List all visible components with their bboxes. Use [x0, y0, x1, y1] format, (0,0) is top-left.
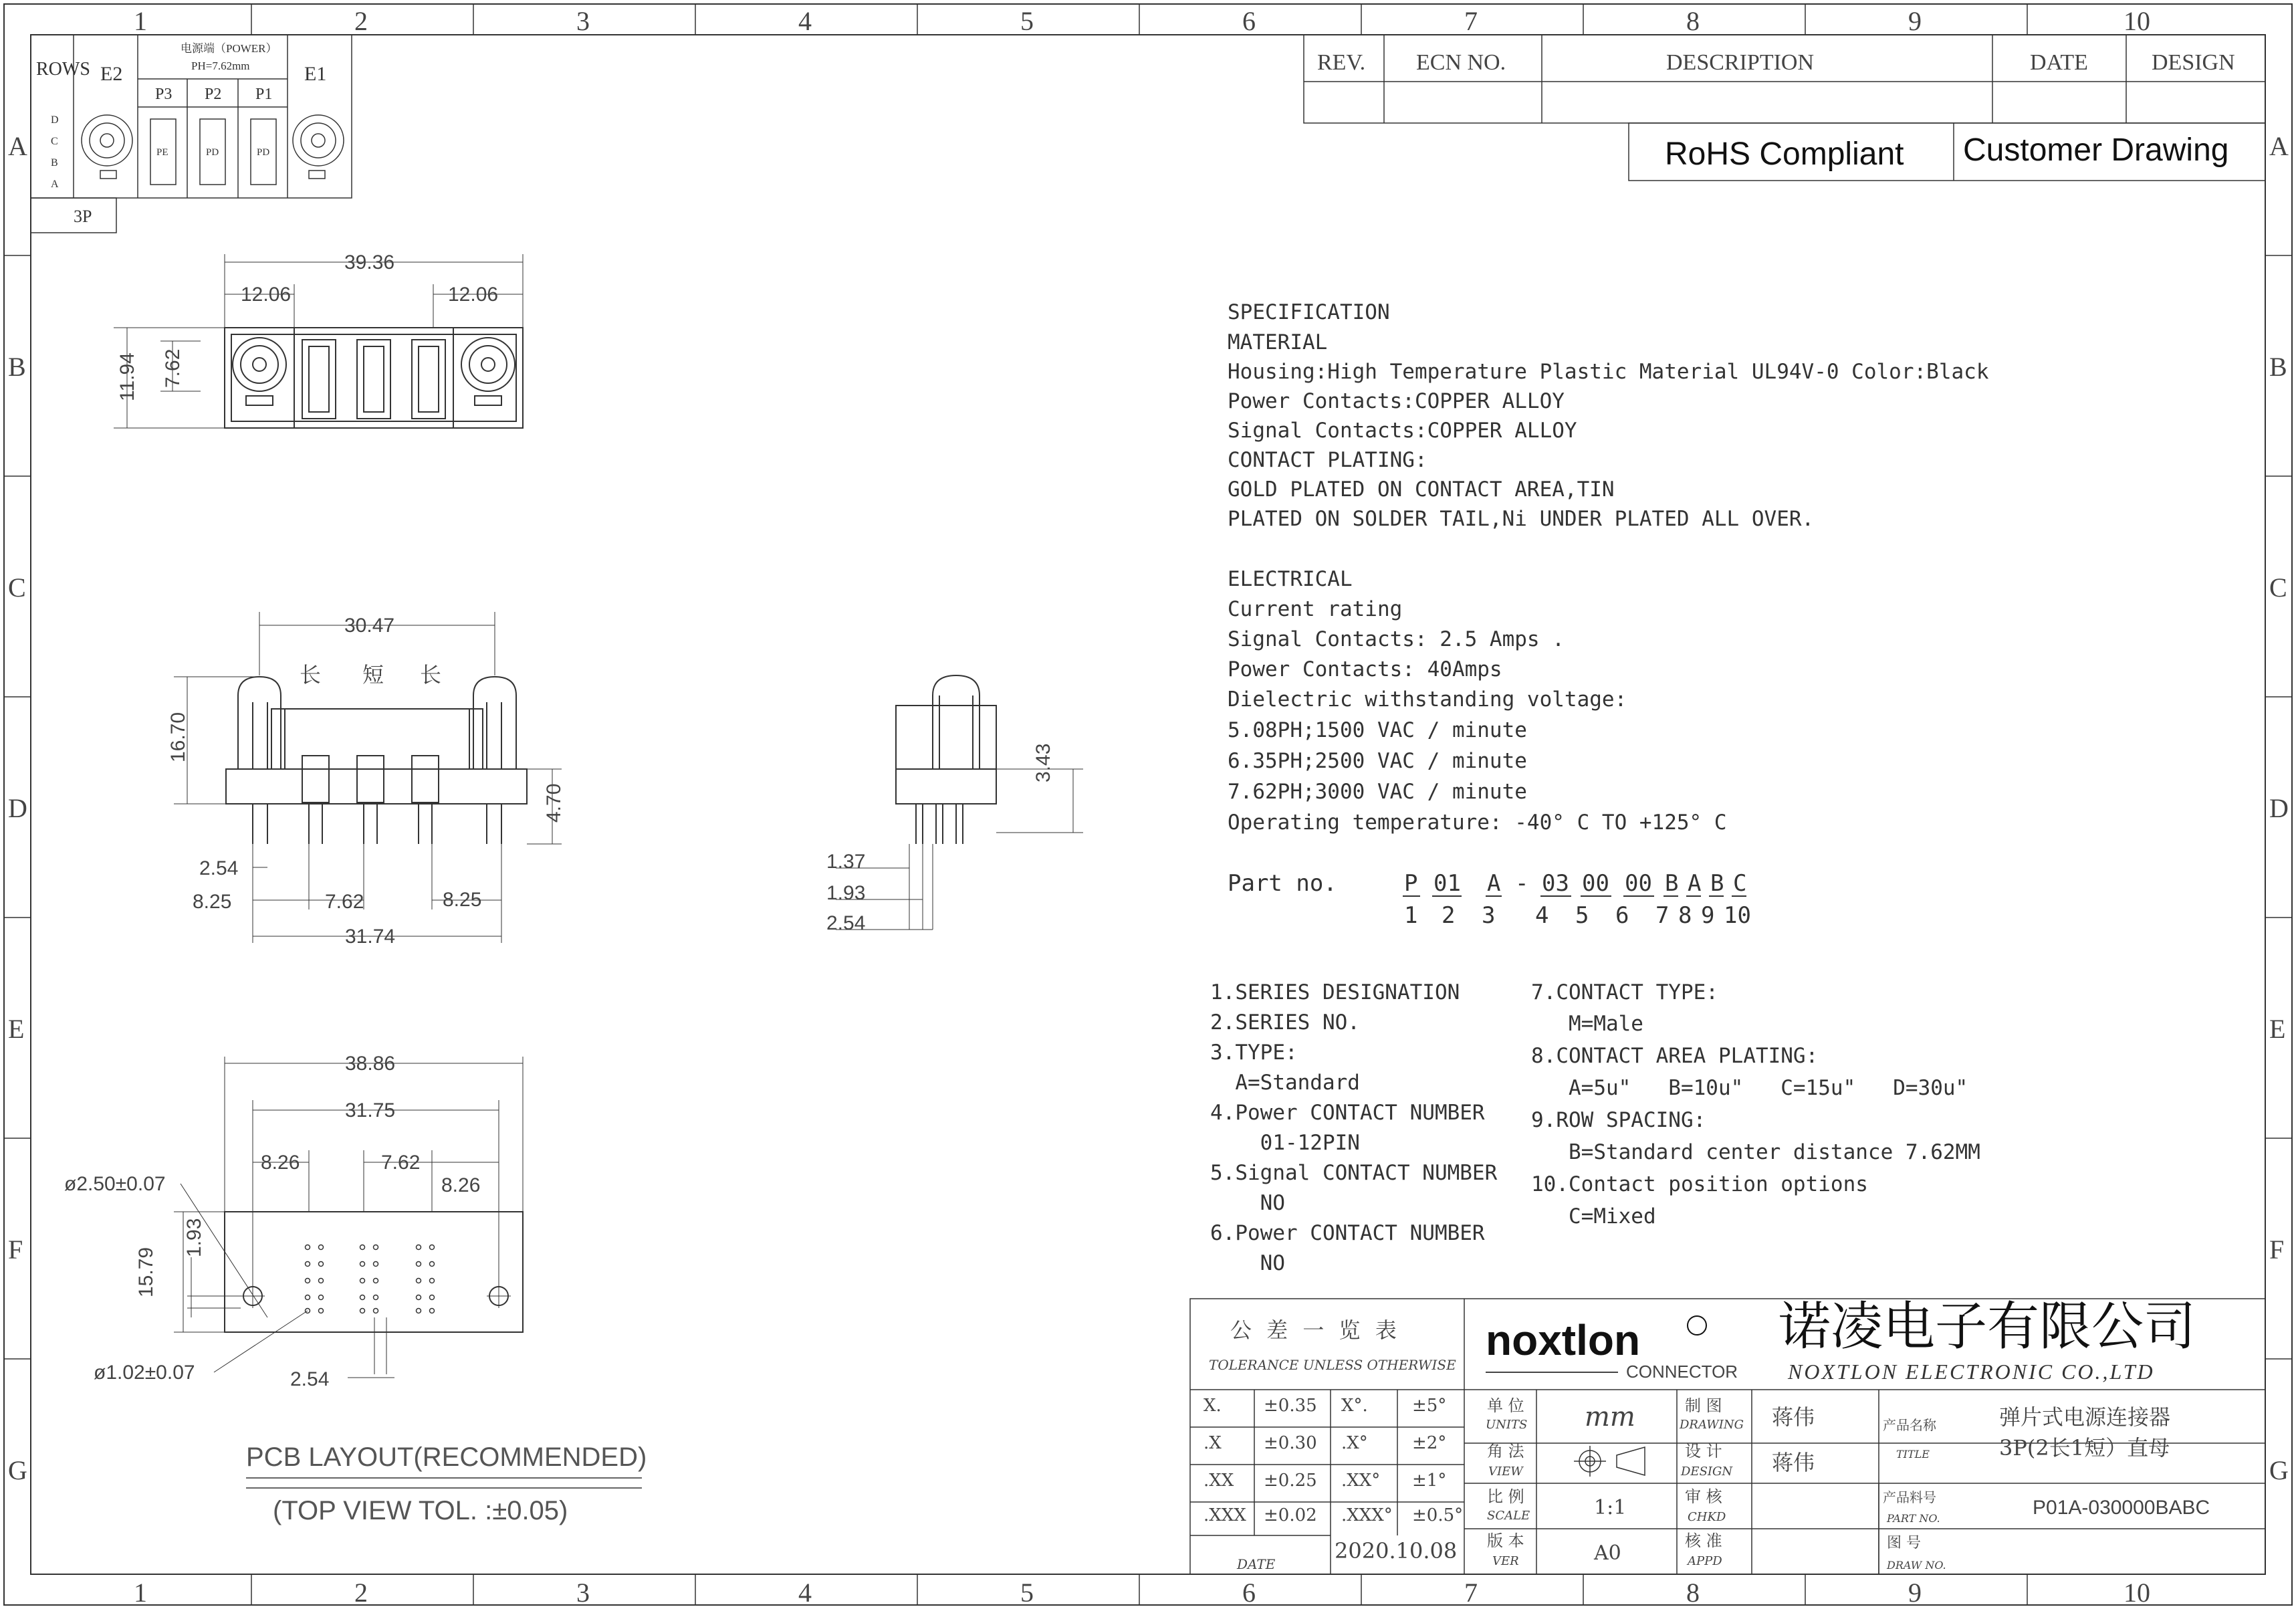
spec-line: Operating temperature: -40° C TO +125° C: [1228, 811, 1727, 835]
dim-front-top: 30.47: [344, 615, 395, 637]
dim-side-b1: 1.37: [826, 851, 866, 873]
part-seg: -: [1515, 870, 1529, 897]
dim-front-b3: 7.62: [325, 891, 364, 913]
spec-line: GOLD PLATED ON CONTACT AREA,TIN: [1228, 477, 1615, 502]
side-view-drawing: [836, 675, 1083, 930]
spec-line: 6.35PH;2500 VAC / minute: [1228, 749, 1527, 773]
tol-cell: ±0.25: [1264, 1471, 1317, 1491]
dim-top-overall: 39.36: [344, 251, 395, 274]
tol-cell: .XX°: [1341, 1471, 1381, 1491]
col-num: 6: [1242, 6, 1256, 36]
units-cn: 单 位: [1487, 1396, 1524, 1415]
spec-line: MATERIAL: [1228, 330, 1328, 354]
legend-right: [1531, 980, 1980, 1228]
part-idx: 9: [1701, 902, 1715, 929]
legend-line: 9.ROW SPACING:: [1531, 1108, 1706, 1132]
p2-label: P2: [205, 86, 222, 103]
part-seg: B: [1710, 870, 1724, 897]
tol-cell: .XX: [1203, 1471, 1234, 1491]
ver-cn: 版 本: [1487, 1531, 1524, 1550]
dim-pcb-overall: 38.86: [345, 1053, 396, 1075]
tol-cell: ±0.35: [1264, 1396, 1317, 1416]
row-letter: C: [2269, 572, 2287, 603]
view-cn: 角 法: [1487, 1442, 1524, 1461]
row-letter: A: [2269, 131, 2289, 161]
col-num: 5: [1020, 1578, 1034, 1608]
specification-block: [1228, 300, 1989, 835]
part-seg: 00: [1625, 870, 1652, 897]
legend-line: C=Mixed: [1531, 1204, 1656, 1228]
title-cn: 产品名称: [1883, 1417, 1936, 1433]
spec-line: Current rating: [1228, 597, 1403, 621]
part-idx: 6: [1615, 902, 1629, 929]
count-label: 3P: [74, 207, 92, 226]
scale-en: SCALE: [1487, 1509, 1530, 1523]
row-d: D: [51, 114, 59, 126]
legend-left: [1210, 980, 1498, 1275]
design-header: DESIGN: [2152, 50, 2235, 75]
row-letter: E: [8, 1014, 25, 1044]
tol-cell: ±1°: [1412, 1471, 1447, 1491]
tol-en: TOLERANCE UNLESS OTHERWISE: [1209, 1357, 1456, 1373]
part-idx: 4: [1535, 902, 1549, 929]
drawing-cn: 制 图: [1685, 1396, 1722, 1415]
chkd-en: CHKD: [1688, 1510, 1726, 1524]
dim-front-b4: 8.25: [443, 889, 482, 911]
col-num: 4: [798, 1578, 812, 1608]
cjk-short: 短: [362, 662, 384, 687]
row-letter: G: [2269, 1455, 2289, 1485]
legend-line: B=Standard center distance 7.62MM: [1531, 1140, 1980, 1164]
dim-top-right: 12.06: [448, 284, 499, 306]
tol-cn: 公 差 一 览 表: [1230, 1317, 1401, 1343]
tol-cell: ±2°: [1412, 1433, 1447, 1453]
dim-side-b3: 2.54: [826, 912, 866, 934]
legend-line: 7.CONTACT TYPE:: [1531, 980, 1718, 1004]
appd-en: APPD: [1688, 1554, 1722, 1568]
part-idx: 7: [1655, 902, 1670, 929]
row-letter: E: [2269, 1014, 2286, 1044]
col-num: 7: [1464, 6, 1478, 36]
front-view-cjk: [300, 662, 441, 687]
design-val: 蒋伟: [1772, 1450, 1815, 1475]
part-idx: 8: [1678, 902, 1692, 929]
tol-cell: .X°: [1341, 1433, 1368, 1453]
legend-line: A=5u" B=10u" C=15u" D=30u": [1531, 1076, 1968, 1100]
date-value: 2020.10.08: [1335, 1538, 1458, 1564]
part-seg: 01: [1433, 870, 1461, 897]
legend-line: NO: [1210, 1251, 1285, 1275]
col-num: 3: [576, 1578, 590, 1608]
spec-line: Signal Contacts:COPPER ALLOY: [1228, 419, 1577, 443]
spec-line: CONTACT PLATING:: [1228, 448, 1427, 472]
title-val1: 弹片式电源连接器: [1999, 1404, 2171, 1430]
dim-top-h1: 11.94: [116, 352, 138, 401]
dim-front-b1: 2.54: [199, 857, 239, 879]
part-number: [1228, 870, 1751, 929]
partno-val: P01A-030000BABC: [2033, 1497, 2210, 1519]
customer-drawing-badge: Customer Drawing: [1963, 132, 2229, 168]
dim-pcb-h2: 1.93: [183, 1218, 205, 1257]
company-en: NOXTLON ELECTRONIC CO.,LTD: [1788, 1360, 2155, 1384]
cjk-long: 长: [420, 662, 442, 687]
part-seg: 03: [1542, 870, 1569, 897]
spec-line: Signal Contacts: 2.5 Amps .: [1228, 627, 1565, 651]
ecn-header: ECN NO.: [1416, 50, 1506, 75]
part-idx: 1: [1404, 902, 1418, 929]
part-no-label: Part no.: [1228, 870, 1337, 897]
part-seg: A: [1487, 870, 1501, 897]
col-num: 2: [354, 1578, 368, 1608]
part-idx: 2: [1442, 902, 1456, 929]
projection-symbol: [1574, 1446, 1645, 1477]
col-num: 5: [1020, 6, 1034, 36]
legend-line: 8.CONTACT AREA PLATING:: [1531, 1044, 1819, 1068]
title-val2: 3P(2长1短）直母: [1999, 1435, 2170, 1461]
spec-line: 5.08PH;1500 VAC / minute: [1228, 718, 1527, 742]
row-c: C: [51, 136, 58, 147]
part-seg: 00: [1582, 870, 1609, 897]
row-a: A: [51, 179, 59, 190]
tol-cell: X.: [1203, 1396, 1222, 1416]
legend-line: 1.SERIES DESIGNATION: [1210, 980, 1460, 1004]
pitch-label: PH=7.62mm: [191, 60, 250, 72]
row-letter: F: [2269, 1235, 2285, 1265]
cjk-long: 长: [300, 662, 322, 687]
legend-line: 5.Signal CONTACT NUMBER: [1210, 1161, 1498, 1185]
pcb-layout-drawing: [174, 1057, 642, 1488]
dim-pcb-b: 7.62: [381, 1152, 421, 1174]
rohs-badge: RoHS Compliant: [1665, 136, 1904, 172]
rev-header: REV.: [1317, 50, 1366, 75]
col-num: 4: [798, 6, 812, 36]
pcb-caption-line1: PCB LAYOUT(RECOMMENDED): [246, 1442, 647, 1472]
part-idx: 10: [1724, 902, 1751, 929]
tol-cell: .XXX: [1203, 1505, 1246, 1525]
dim-pcb-a: 8.26: [261, 1152, 300, 1174]
drawing-en: DRAWING: [1680, 1418, 1744, 1432]
row-letter: B: [2269, 352, 2287, 382]
legend-line: M=Male: [1531, 1012, 1643, 1036]
spec-line: 7.62PH;3000 VAC / minute: [1228, 780, 1527, 804]
design-cn: 设 计: [1685, 1442, 1722, 1461]
part-seg: A: [1688, 870, 1702, 897]
dim-pcb-pitch: 2.54: [290, 1368, 330, 1390]
pcb-caption-line2: (TOP VIEW TOL. :±0.05): [273, 1496, 568, 1525]
col-num: 9: [1908, 1578, 1922, 1608]
units-en: UNITS: [1486, 1418, 1528, 1432]
title-en: TITLE: [1896, 1448, 1930, 1461]
ver-en: VER: [1492, 1554, 1519, 1568]
dim-top-left: 12.06: [241, 284, 292, 306]
col-num: 2: [354, 6, 368, 36]
company-logo: [1486, 1297, 2196, 1384]
dimension-labels: [64, 251, 1054, 1390]
tol-cell: .X: [1203, 1433, 1222, 1453]
tol-cell: ±5°: [1412, 1396, 1447, 1416]
col-num: 10: [2123, 6, 2150, 36]
description-header: DESCRIPTION: [1666, 50, 1815, 75]
col-num: 1: [134, 6, 147, 36]
col-num: 9: [1908, 6, 1922, 36]
dim-front-h: 16.70: [167, 712, 189, 762]
part-seg: C: [1733, 870, 1747, 897]
date-header: DATE: [2030, 50, 2088, 75]
tol-cell: ±0.30: [1264, 1433, 1317, 1453]
dim-front-h2: 4.70: [543, 783, 565, 823]
partno-en: PART NO.: [1887, 1512, 1940, 1525]
spec-line: Housing:High Temperature Plastic Material UL94V-0 Color:Black: [1228, 360, 1989, 384]
scale-val: 1:1: [1594, 1496, 1627, 1519]
legend-line: 4.Power CONTACT NUMBER: [1210, 1101, 1485, 1125]
part-idx: 3: [1482, 902, 1496, 929]
spec-line: Dielectric withstanding voltage:: [1228, 687, 1627, 712]
legend-line: 2.SERIES NO.: [1210, 1010, 1360, 1035]
row-letter: D: [2269, 793, 2289, 823]
drawno-en: DRAW NO.: [1887, 1559, 1946, 1572]
view-en: VIEW: [1488, 1465, 1523, 1479]
e1-label: E1: [304, 63, 327, 85]
p3-label: P3: [155, 86, 173, 103]
registered-icon: [1688, 1316, 1706, 1335]
dim-side-h: 3.43: [1032, 743, 1054, 782]
col-num: 10: [2123, 1578, 2150, 1608]
design-en: DESIGN: [1681, 1465, 1733, 1479]
row-letter: F: [8, 1235, 23, 1265]
legend-line: 3.TYPE:: [1210, 1041, 1298, 1065]
row-letter: G: [8, 1455, 27, 1485]
legend-line: 01-12PIN: [1210, 1131, 1360, 1155]
spec-line: ELECTRICAL: [1228, 567, 1353, 591]
date-label: DATE: [1237, 1556, 1276, 1572]
partno-cn: 产品料号: [1883, 1489, 1936, 1505]
part-idx: 5: [1575, 902, 1589, 929]
rows-label: ROWS: [36, 59, 90, 80]
e2-label: E2: [100, 63, 123, 85]
part-seg: B: [1665, 870, 1679, 897]
dim-pcb-hole-small: ø1.02±0.07: [94, 1362, 195, 1384]
scale-cn: 比 例: [1487, 1487, 1524, 1506]
legend-line: 10.Contact position options: [1531, 1172, 1868, 1196]
top-view-drawing: [114, 254, 523, 428]
units-val: mm: [1585, 1402, 1635, 1432]
row-letter: A: [8, 131, 27, 161]
company-cn: 诺凌电子有限公司: [1778, 1297, 2196, 1357]
row-letter: D: [8, 793, 27, 823]
tol-cell: ±0.02: [1264, 1505, 1317, 1525]
col-num: 1: [134, 1578, 147, 1608]
col-num: 3: [576, 6, 590, 36]
pd-label: PD: [206, 147, 219, 158]
tol-cell: .XXX°: [1341, 1505, 1393, 1525]
legend-line: NO: [1210, 1191, 1285, 1215]
ver-val: A0: [1594, 1541, 1621, 1565]
col-num: 7: [1464, 1578, 1478, 1608]
legend-line: 6.Power CONTACT NUMBER: [1210, 1221, 1485, 1245]
logo-sub: CONNECTOR: [1626, 1362, 1738, 1382]
dim-front-b2: 8.25: [193, 891, 232, 913]
pe-label: PE: [156, 147, 168, 158]
tol-cell: ±0.5°: [1412, 1505, 1464, 1525]
row-b: B: [51, 157, 58, 169]
dim-pcb-hole-big: ø2.50±0.07: [64, 1173, 166, 1195]
dim-pcb-c: 8.26: [441, 1174, 481, 1196]
tol-cell: X°.: [1341, 1396, 1368, 1416]
appd-cn: 核 准: [1685, 1531, 1722, 1550]
spec-line: PLATED ON SOLDER TAIL,Ni UNDER PLATED ALL OVER.: [1228, 507, 1815, 531]
legend-line: A=Standard: [1210, 1071, 1360, 1095]
row-letter: C: [8, 572, 26, 603]
dim-side-b2: 1.93: [826, 882, 866, 904]
logo-wordmark: noxtlon: [1486, 1316, 1641, 1364]
spec-line: Power Contacts: 40Amps: [1228, 657, 1502, 681]
part-seg: P: [1404, 870, 1418, 897]
pd-label: PD: [257, 147, 270, 158]
pcb-caption: [246, 1442, 647, 1525]
drawno-cn: 图 号: [1887, 1535, 1921, 1551]
chkd-cn: 审 核: [1685, 1487, 1722, 1506]
col-num: 8: [1686, 6, 1700, 36]
dim-pcb-h: 15.79: [135, 1247, 157, 1297]
p1-label: P1: [255, 86, 273, 103]
drawing-val: 蒋伟: [1772, 1404, 1815, 1430]
spec-line: Power Contacts:COPPER ALLOY: [1228, 389, 1565, 413]
dim-pcb-inner: 31.75: [345, 1099, 396, 1121]
revision-table-text: [1317, 50, 2235, 75]
dim-front-b5: 31.74: [345, 926, 396, 948]
row-letter: B: [8, 352, 26, 382]
power-title: 电源端（POWER）: [181, 42, 277, 55]
badges: [1665, 132, 2228, 172]
col-num: 8: [1686, 1578, 1700, 1608]
spec-line: SPECIFICATION: [1228, 300, 1390, 324]
dim-top-h2: 7.62: [162, 348, 184, 388]
pcb-hole-grid: [306, 1245, 435, 1313]
col-num: 6: [1242, 1578, 1256, 1608]
